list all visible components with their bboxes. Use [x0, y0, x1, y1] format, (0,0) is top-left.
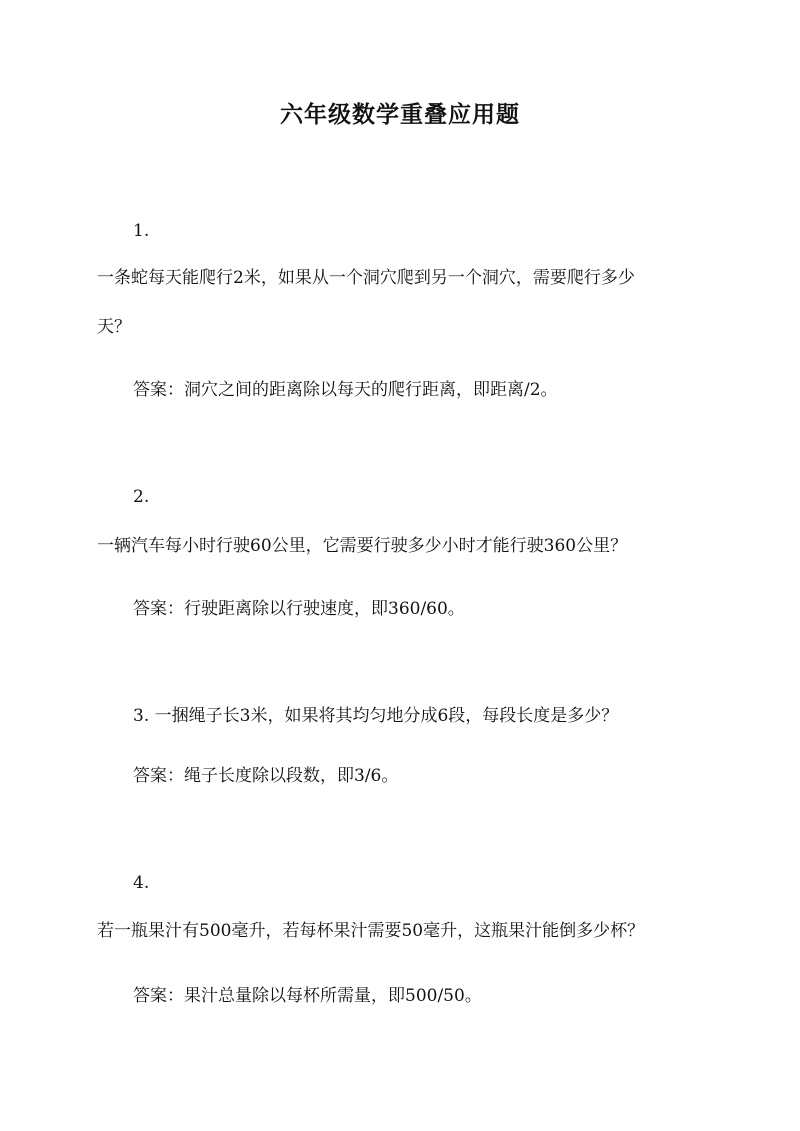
question-4-number: 4. — [133, 873, 150, 893]
question-3-answer: 答案：绳子长度除以段数，即3/6。 — [133, 766, 399, 786]
question-2-answer: 答案：行驶距离除以行驶速度，即360/60。 — [133, 599, 465, 619]
question-2-number: 2. — [133, 487, 150, 507]
question-2-text: 一辆汽车每小时行驶60公里，它需要行驶多少小时才能行驶360公里？ — [97, 536, 628, 556]
question-4-answer: 答案：果汁总量除以每杯所需量，即500/50。 — [133, 986, 482, 1006]
question-3-text: 3. 一捆绳子长3米，如果将其均匀地分成6段，每段长度是多少？ — [133, 706, 619, 726]
question-4-text: 若一瓶果汁有500毫升，若每杯果汁需要50毫升，这瓶果汁能倒多少杯？ — [97, 921, 645, 941]
question-1-answer: 答案：洞穴之间的距离除以每天的爬行距离，即距离/2。 — [133, 380, 558, 400]
question-1-number: 1. — [133, 221, 150, 241]
question-1-text-line-1: 一条蛇每天能爬行2米，如果从一个洞穴爬到另一个洞穴，需要爬行多少 — [97, 268, 635, 288]
question-1-text-line-2: 天？ — [97, 317, 131, 337]
page-title: 六年级数学重叠应用题 — [280, 101, 520, 128]
